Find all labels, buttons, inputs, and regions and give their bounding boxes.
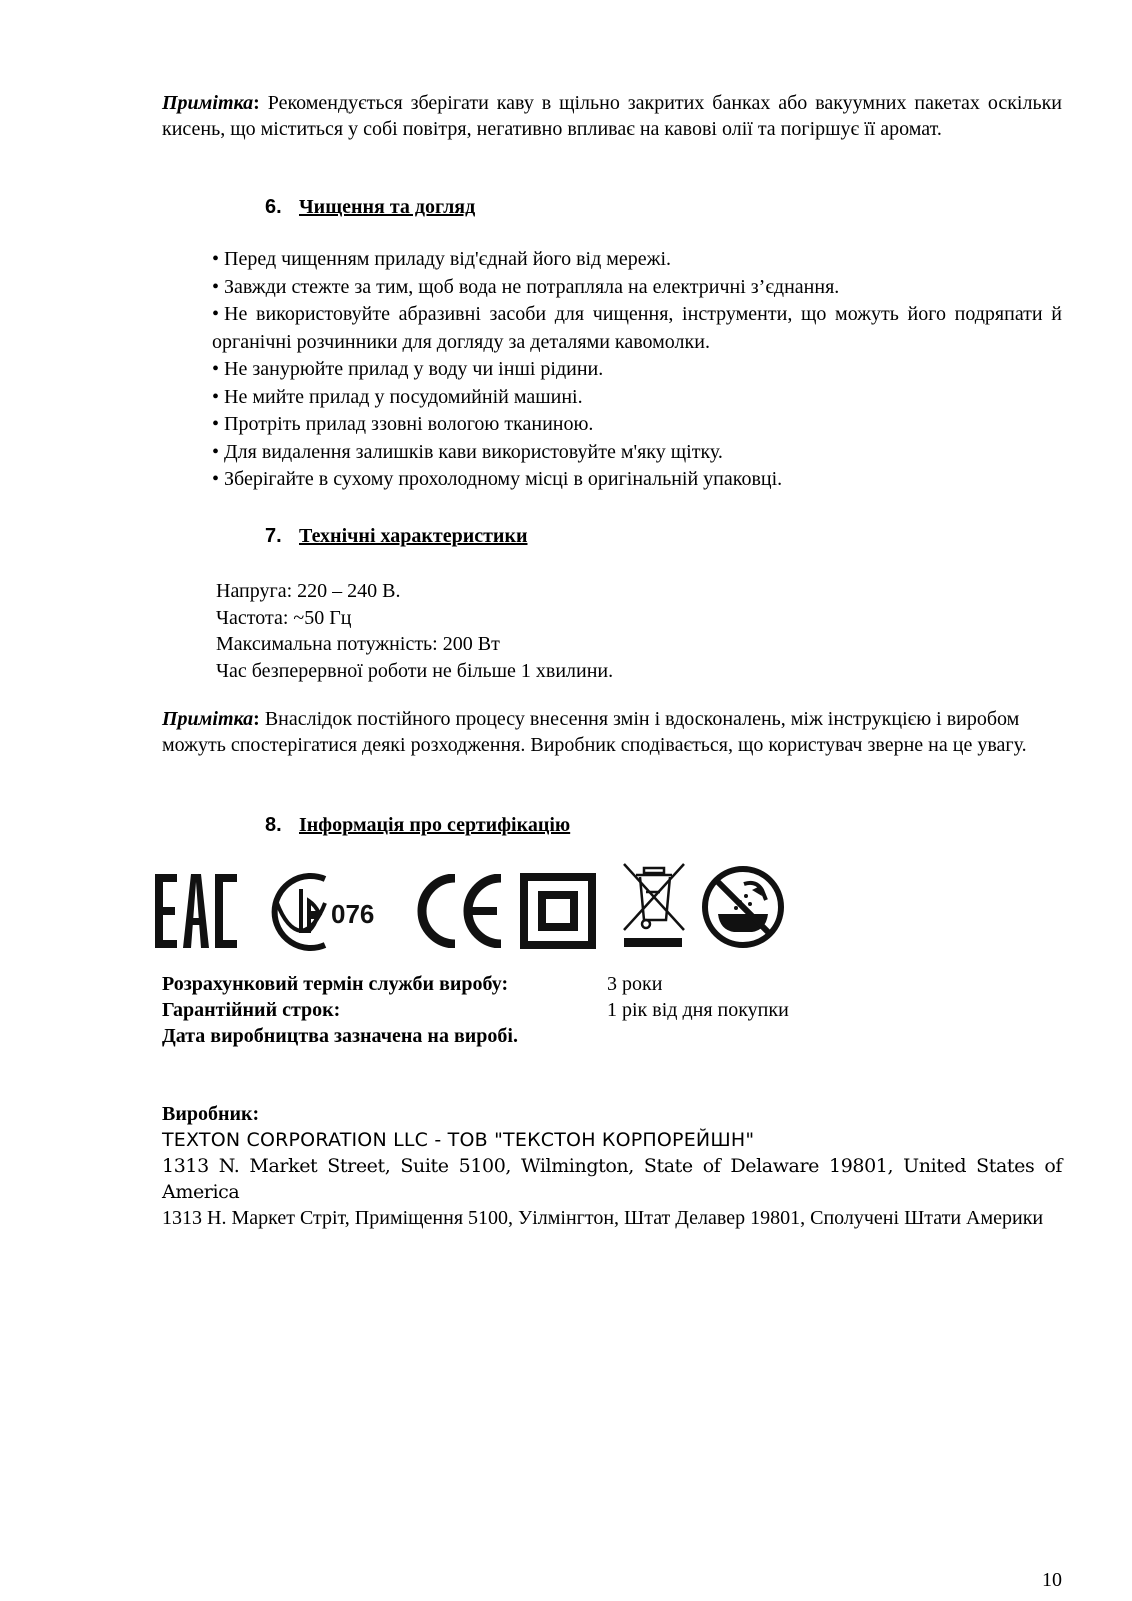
production-date-text: Дата виробництва зазначена на виробі. (162, 1025, 518, 1047)
spec-voltage: Напруга: 220 – 240 В. (216, 580, 401, 602)
section-8-heading (265, 812, 570, 838)
list-item: • Перед чищенням приладу від'єднай його від мережі. (212, 246, 1062, 274)
weee-crossed-bin-icon (620, 862, 690, 952)
manufacturer-name: TEXTON CORPORATION LLC - ТОВ "ТЕКСТОН КОРПОРЕЙШН" (162, 1129, 755, 1151)
note-label: Примітка (162, 92, 254, 114)
list-item: • Для видалення залишків кави використовуйте м'яку щітку. (212, 439, 1062, 467)
note-text: Рекомендується зберігати каву в щільно закритих банках або вакуумних пакетах оскільки кисень, що міститься у собі повітря, негативно впливає на кавові олії та погіршує її аромат. (162, 92, 1062, 140)
service-terms (162, 971, 1062, 1049)
cleaning-list (212, 246, 1062, 494)
manufacturer-address-en: 1313 N. Market Street, Suite 5100, Wilmington, State of Delaware 19801, United States of America (162, 1155, 1062, 1203)
spec-power: Максимальна потужність: 200 Вт (216, 633, 500, 655)
section-number: 7. (265, 525, 282, 547)
storage-note (162, 90, 1062, 142)
list-item: • Протріть прилад ззовні вологою тканиною. (212, 411, 1062, 439)
warranty-label: Гарантійний строк: (162, 999, 341, 1021)
section-number: 8. (265, 814, 282, 836)
note-colon: : (253, 708, 260, 730)
section-number: 6. (265, 196, 282, 218)
service-life-value: 3 роки (607, 973, 663, 995)
ce-mark-icon (413, 874, 505, 948)
section-title: Технічні характеристики (299, 525, 528, 547)
list-item: • Не мийте прилад у посудомийній машині. (212, 384, 1062, 412)
certification-icons (155, 862, 805, 962)
warranty-value: 1 рік від дня покупки (607, 999, 789, 1021)
svg-text:076: 076 (331, 899, 375, 929)
spec-runtime: Час безперервної роботи не більше 1 хвилини. (216, 659, 614, 682)
no-water-immersion-icon (700, 864, 786, 950)
section-title: Чищення та догляд (299, 196, 476, 218)
ua-conformity-mark-icon (263, 867, 403, 957)
list-item: • Зберігайте в сухому прохолодному місці в оригінальній упаковці. (212, 466, 1062, 494)
production-date-row (162, 1023, 1062, 1049)
service-life-label: Розрахунковий термін служби виробу: (162, 973, 509, 995)
changes-note (162, 706, 1062, 758)
section-6-heading (265, 194, 475, 220)
list-item: • Не занурюйте прилад у воду чи інші рідини. (212, 356, 1062, 384)
manufacturer-block (162, 1101, 1062, 1231)
manufacturer-label: Виробник: (162, 1103, 260, 1125)
specs-list (216, 578, 613, 684)
section-7-heading (265, 523, 528, 549)
list-item: • Не використовуйте абразивні засоби для чищення, інструменти, що можуть його подряпати й органічні розчинники для догляду за деталями кавомолки. (212, 301, 1062, 356)
double-insulation-icon (520, 873, 596, 949)
section-title: Інформація про сертифікацію (299, 814, 571, 836)
service-life-row (162, 971, 1062, 997)
warranty-row (162, 997, 1062, 1023)
note-text: Внаслідок постійного процесу внесення змін і вдосконалень, між інструкцією і виробом можуть спостерігатися деякі розходження. Виробник сподівається, що користувач зверне на це увагу. (162, 708, 1027, 756)
spec-frequency: Частота: ~50 Гц (216, 606, 352, 629)
list-item: • Завжди стежте за тим, щоб вода не потрапляла на електричні з’єднання. (212, 274, 1062, 302)
page-number: 10 (1042, 1569, 1062, 1591)
note-colon: : (253, 92, 260, 114)
manufacturer-address-ua: 1313 Н. Маркет Стріт, Приміщення 5100, Уілмінгтон, Штат Делавер 19801, Сполучені Штати Америки (162, 1207, 1044, 1229)
eac-mark-icon (155, 874, 239, 948)
note-label: Примітка (162, 708, 254, 730)
